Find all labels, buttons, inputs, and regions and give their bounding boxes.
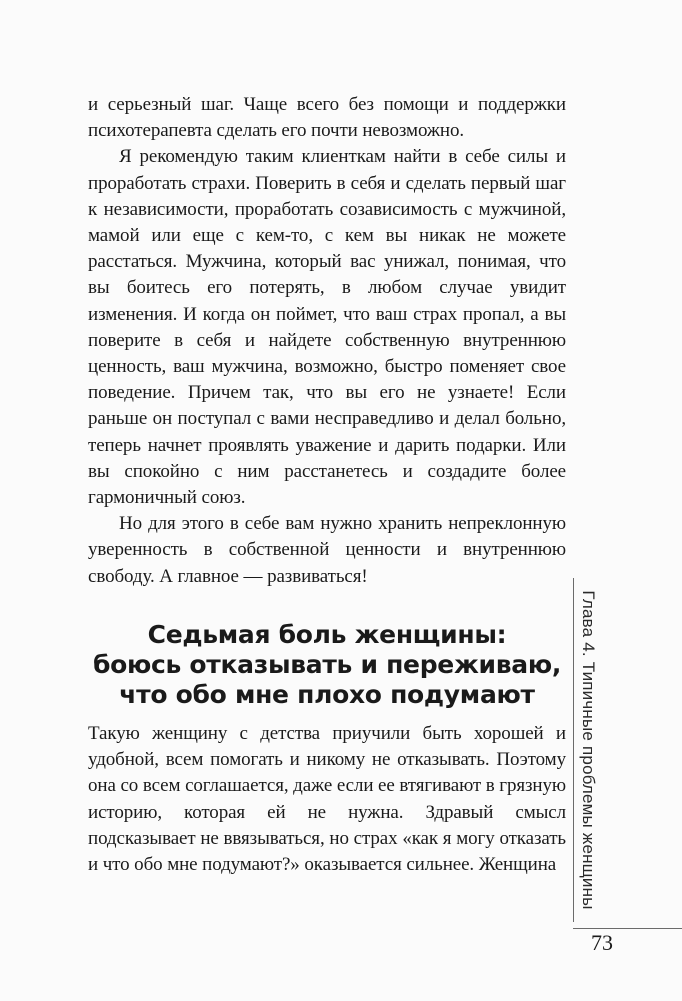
page-number: 73 <box>591 930 613 955</box>
body-text-top <box>88 92 566 590</box>
section-heading <box>88 620 566 710</box>
page-number-rule <box>573 928 682 929</box>
running-head: Глава 4. Типичные проблемы женщины <box>579 590 598 910</box>
paragraph-section-intro: Такую женщину с детства приучили быть хорошей и удобной, всем помогать и никому не отказывать. Поэтому она со всем соглашается, даже если ее втягивают в грязную историю, которая ей не нужна. Здравый смысл подсказывает не ввязываться, но страх «как я могу отказать и что обо мне подумают?» оказывается сильнее. Женщина <box>88 723 566 876</box>
section-heading-line-1: Седьмая боль женщины: <box>147 620 507 649</box>
body-text-bottom <box>88 721 566 878</box>
paragraph-conclusion: Но для этого в себе вам нужно хранить непреклонную уверенность в собственной ценности и внутреннюю свободу. А главное — развиваться! <box>88 513 566 587</box>
paragraph-recommendation: Я рекомендую таким клиенткам найти в себе силы и проработать страхи. Поверить в себя и сделать первый шаг к независимости, проработать созависимость с мужчиной, мамой или еще с кем-то, с кем вы никак не можете расстаться. Мужчина, который вас унижал, понимая, что вы боитесь его потерять, в любом случае увидит изменения. И когда он поймет, что ваш страх пропал, а вы поверите в себя и найдете собственную внутреннюю ценность, ваш мужчина, возможно, быстро поменяет свое поведение. Причем так, что вы его не узнаете! Если раньше он поступал с вами несправедливо и делал больно, теперь начнет проявлять уважение и дарить подарки. Или вы спокойно с ним расстанетесь и создадите более гармоничный союз. <box>88 146 566 509</box>
paragraph-continuation: и серьезный шаг. Чаще всего без помощи и поддержки психотерапевта сделать его почти невозможно. <box>88 94 566 142</box>
running-head-rule <box>573 578 574 922</box>
section-heading-line-3: что обо мне плохо подумают <box>119 680 535 709</box>
section-heading-line-2: боюсь отказывать и переживаю, <box>92 650 562 679</box>
